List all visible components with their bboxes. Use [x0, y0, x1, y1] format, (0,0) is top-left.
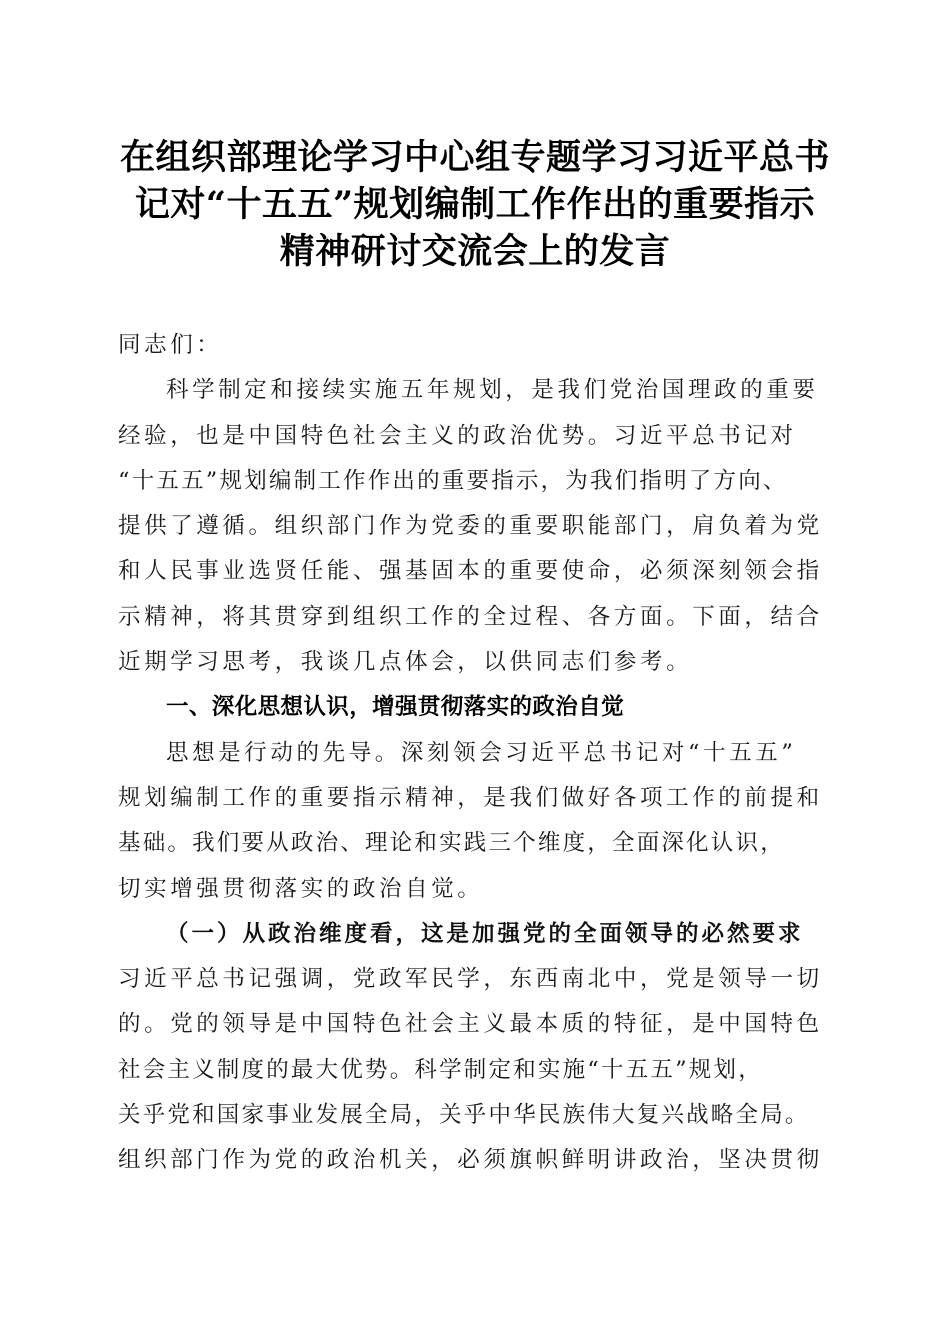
paragraph-line: 规划编制工作的重要指示精神，是我们做好各项工作的前提和: [118, 784, 823, 811]
document-body: [118, 323, 834, 1184]
paragraph-line: 科学制定和接续实施五年规划，是我们党治国理政的重要: [166, 377, 819, 404]
paragraph-line: “十五五”规划编制工作作出的重要指示，为我们指明了方向、: [118, 467, 788, 494]
paragraph-line: 经验，也是中国特色社会主义的政治优势。习近平总书记对: [118, 422, 797, 449]
title-line: 记对“十五五”规划编制工作作出的重要指示: [134, 184, 816, 225]
title-line: 精神研讨交流会上的发言: [279, 231, 671, 272]
paragraph-line: 切实增强贯彻落实的政治自觉。: [118, 875, 484, 902]
title-line: 在组织部理论学习中心组专题学习习近平总书: [119, 137, 830, 178]
paragraph-line: 社会主义制度的最大优势。科学制定和实施“十五五”规划，: [118, 1056, 763, 1083]
document-title: [80, 134, 870, 275]
salutation: 同志们：: [118, 332, 223, 358]
paragraph-line: 关乎党和国家事业发展全局，关乎中华民族伟大复兴战略全局。: [118, 1102, 810, 1129]
paragraph-line: 近期学习思考，我谈几点体会，以供同志们参考。: [118, 649, 693, 676]
paragraph-line: 习近平总书记强调，党政军民学，东西南北中，党是领导一切: [118, 966, 823, 993]
paragraph-line: 提供了遵循。组织部门作为党委的重要职能部门，肩负着为党: [118, 513, 823, 540]
paragraph-line: 和人民事业选贤任能、强基固本的重要使命，必须深刻领会指: [118, 558, 823, 585]
section-heading: 一、深化思想认识，增强贯彻落实的政治自觉: [166, 694, 625, 721]
paragraph-line: 的。党的领导是中国特色社会主义最本质的特征，是中国特色: [118, 1011, 823, 1038]
paragraph-line: 示精神，将其贯穿到组织工作的全过程、各方面。下面，结合: [118, 603, 823, 630]
paragraph-line: 基础。我们要从政治、理论和实践三个维度，全面深化认识，: [118, 830, 785, 857]
paragraph-line: 思想是行动的先导。深刻领会习近平总书记对“十五五”: [166, 739, 797, 766]
subsection-heading: （一）从政治维度看，这是加强党的全面领导的必然要求: [166, 920, 804, 947]
paragraph-line: 组织部门作为党的政治机关，必须旗帜鲜明讲政治，坚决贯彻: [118, 1147, 823, 1174]
